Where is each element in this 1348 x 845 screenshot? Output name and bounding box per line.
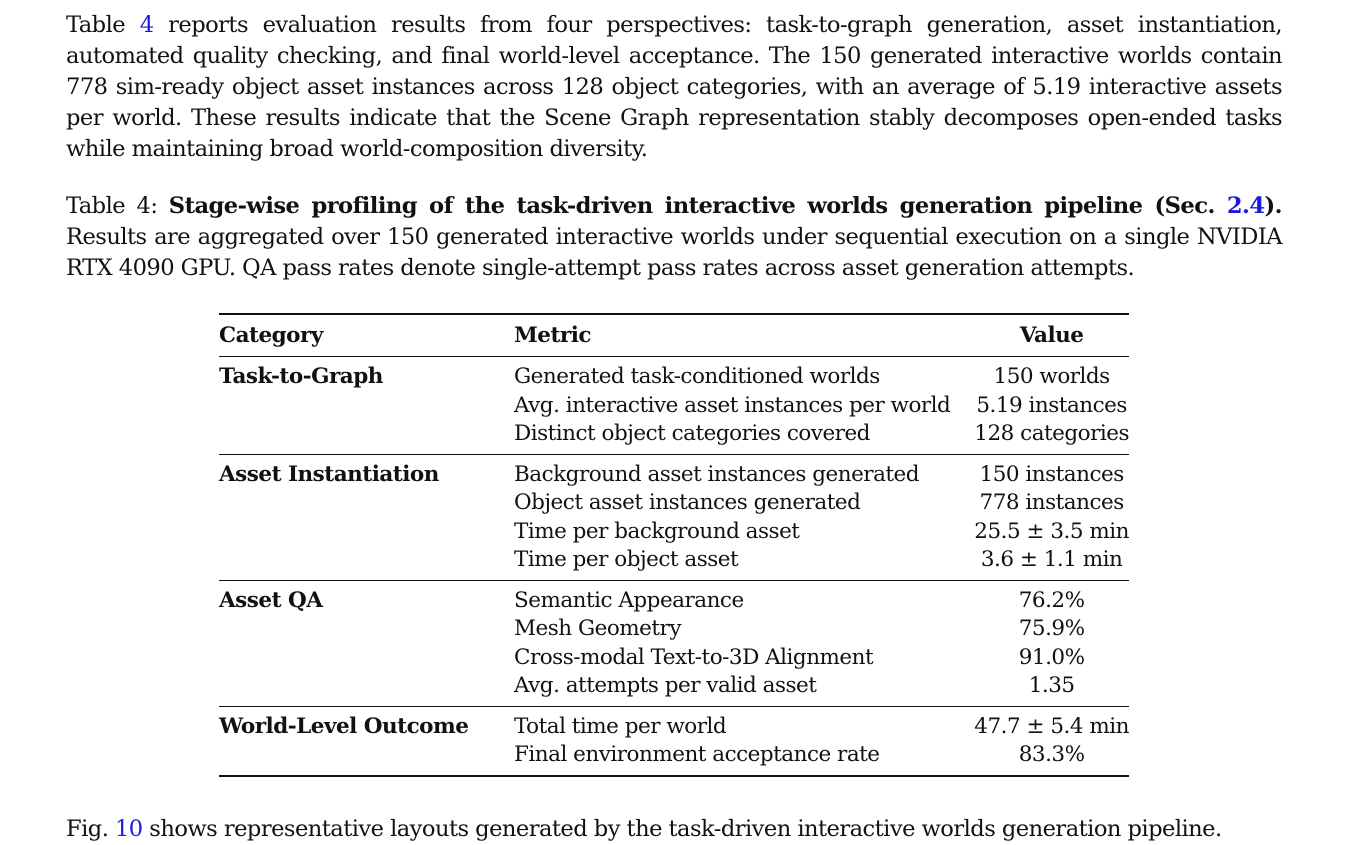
- metric-cell: Cross-modal Text-to-3D Alignment: [514, 644, 874, 670]
- metric-cell: Avg. attempts per valid asset: [514, 673, 817, 698]
- table-reference-link[interactable]: 4: [139, 12, 154, 38]
- table-row: [219, 672, 1129, 706]
- table-row: [219, 644, 1129, 673]
- table-row: [219, 580, 1129, 615]
- metric-cell: Time per background asset: [514, 518, 800, 544]
- metric-cell: Time per object asset: [514, 547, 739, 572]
- outro-text-b: shows representative layouts generated by the task-driven interactive worlds generation pipeline.: [142, 816, 1222, 842]
- table-header-row: [219, 314, 1129, 357]
- metric-cell: Distinct object categories covered: [514, 421, 870, 446]
- section-reference-link[interactable]: 2.4: [1226, 193, 1265, 219]
- intro-text-a: Table: [66, 12, 140, 38]
- value-cell: 47.7 ± 5.4 min: [974, 713, 1129, 739]
- caption-body: Results are aggregated over 150 generated interactive worlds under sequential execution on a single NVIDIA RTX 4090 GPU. QA pass rates denote single-attempt pass rates across asset generation attempts.: [66, 224, 1282, 281]
- outro-text-a: Fig.: [66, 816, 115, 842]
- metric-cell: Avg. interactive asset instances per world: [514, 392, 951, 418]
- header-value: Value: [1019, 323, 1084, 348]
- metric-cell: Generated task-conditioned worlds: [514, 364, 880, 389]
- metric-cell: Final environment acceptance rate: [514, 742, 880, 767]
- group-task-to-graph: [219, 357, 1129, 455]
- table-caption: [66, 191, 1282, 284]
- caption-label: Table 4:: [66, 193, 169, 219]
- caption-title: [169, 193, 1282, 219]
- table-row: [219, 518, 1129, 547]
- value-cell: 150 instances: [979, 461, 1124, 487]
- results-table: [219, 313, 1129, 777]
- category-cell: World-Level Outcome: [219, 713, 469, 739]
- table-row: [219, 489, 1129, 518]
- value-cell: 91.0%: [1018, 644, 1085, 670]
- value-cell: 778 instances: [979, 490, 1124, 515]
- value-cell: 25.5 ± 3.5 min: [974, 518, 1129, 544]
- table-row: [219, 615, 1129, 644]
- metric-cell: Mesh Geometry: [514, 616, 681, 641]
- group-asset-qa: [219, 580, 1129, 706]
- caption-title-a: Stage-wise profiling of the task-driven interactive worlds generation pipeline (Sec.: [168, 193, 1227, 219]
- table-row: [219, 392, 1129, 421]
- intro-text-b: reports evaluation results from four perspectives: task-to-graph generation, asset instantiation, automated quality checking, and final world-level acceptance. The 150 generated interactive worlds contain 778 sim-ready object asset instances across 128 object categories, with an average of 5.19 interactive assets per world. These results indicate that the Scene Graph representation stably decomposes open-ended tasks while maintaining broad world-composition diversity.: [66, 12, 1282, 162]
- value-cell: 76.2%: [1018, 587, 1085, 613]
- category-cell: Task-to-Graph: [219, 364, 383, 389]
- table-row: [219, 741, 1129, 776]
- category-cell: Asset QA: [219, 587, 323, 613]
- header-category: Category: [219, 323, 323, 348]
- intro-paragraph: [66, 10, 1282, 165]
- metric-cell: Background asset instances generated: [514, 461, 920, 487]
- metric-cell: Total time per world: [514, 713, 727, 739]
- value-cell: 75.9%: [1018, 616, 1085, 641]
- category-cell: Asset Instantiation: [219, 461, 439, 487]
- header-metric: Metric: [514, 323, 591, 348]
- results-table-container: [219, 313, 1129, 777]
- table-row: [219, 357, 1129, 392]
- value-cell: 3.6 ± 1.1 min: [980, 547, 1123, 572]
- value-cell: 150 worlds: [993, 364, 1110, 389]
- group-asset-instantiation: [219, 454, 1129, 580]
- caption-title-b: ).: [1264, 193, 1282, 219]
- group-world-level-outcome: [219, 706, 1129, 776]
- table-row: [219, 420, 1129, 454]
- metric-cell: Semantic Appearance: [514, 587, 744, 613]
- table-row: [219, 454, 1129, 489]
- value-cell: 128 categories: [974, 421, 1129, 446]
- table-row: [219, 546, 1129, 580]
- figure-reference-link[interactable]: 10: [114, 816, 143, 842]
- metric-cell: Object asset instances generated: [514, 490, 861, 515]
- page-body: [66, 10, 1282, 284]
- value-cell: 5.19 instances: [976, 392, 1127, 418]
- figure-reference-paragraph: [66, 814, 1282, 845]
- table-row: [219, 706, 1129, 741]
- value-cell: 1.35: [1028, 673, 1075, 698]
- value-cell: 83.3%: [1018, 742, 1085, 767]
